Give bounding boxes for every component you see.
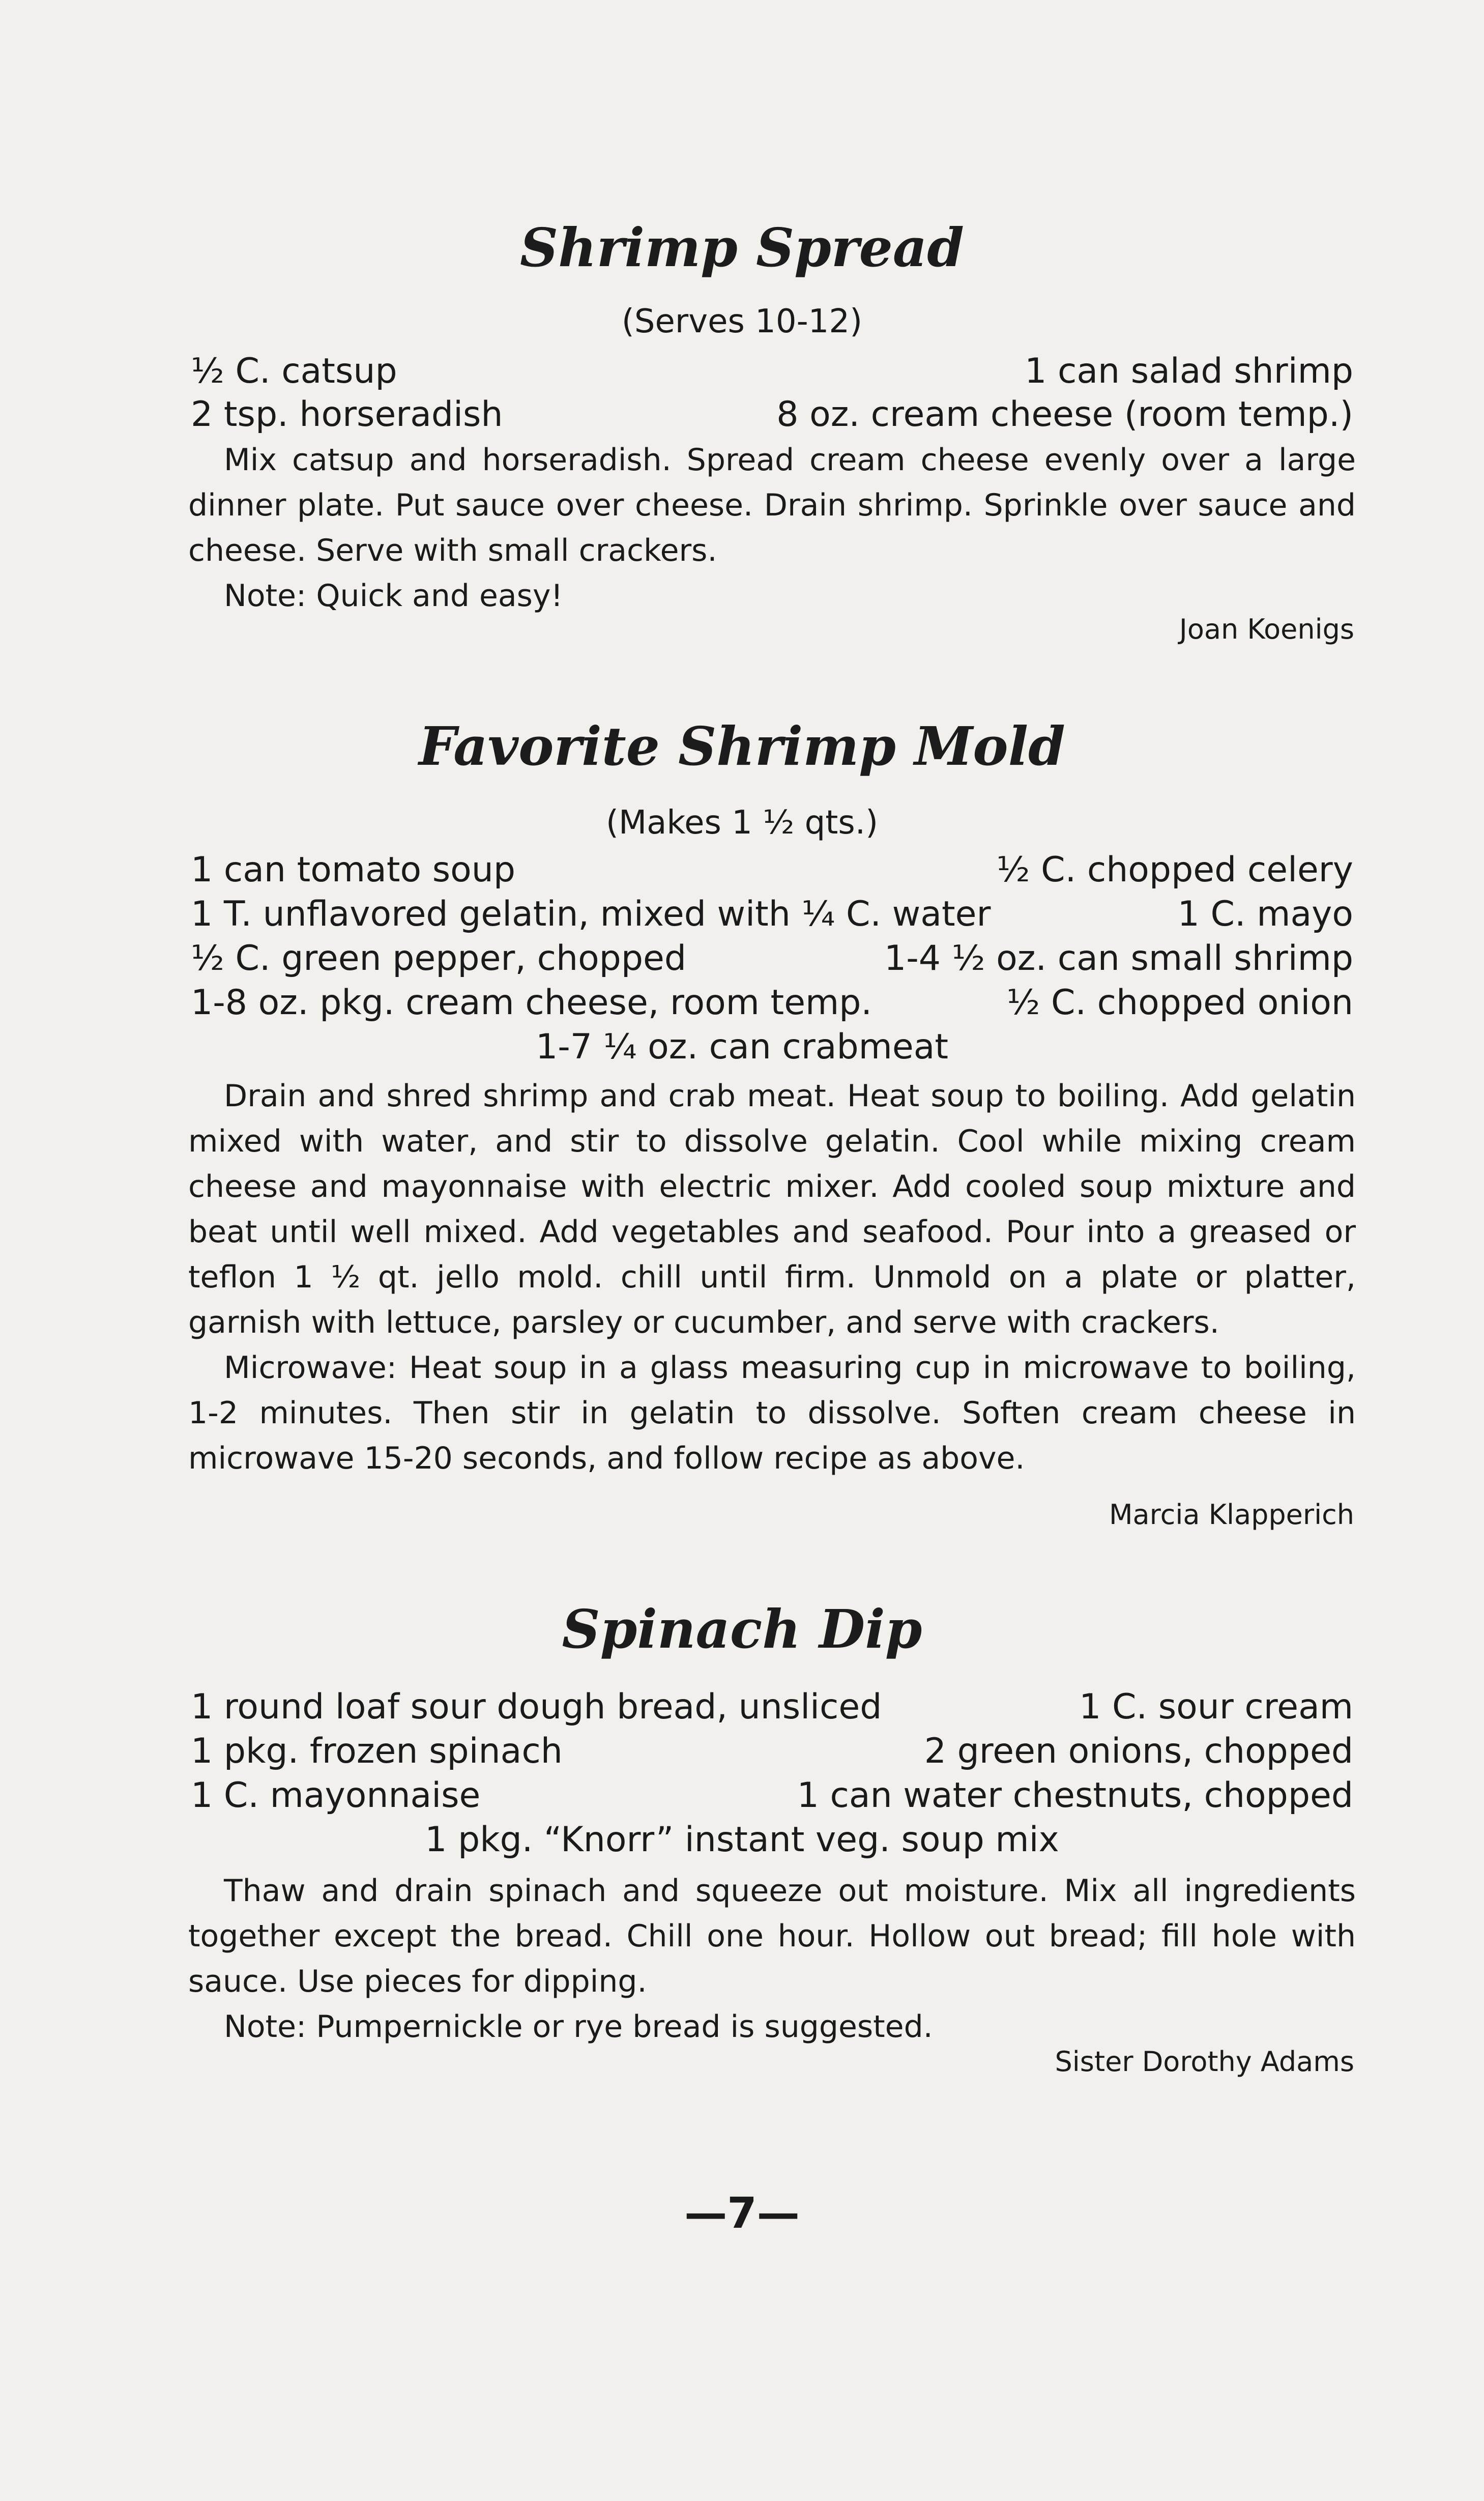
ingredient-left: 1 C. mayonnaise xyxy=(191,1775,481,1816)
recipe-note: Note: Quick and easy! xyxy=(224,578,563,614)
ingredient-row xyxy=(191,1687,1353,1727)
ingredient-right: 1 C. sour cream xyxy=(1079,1687,1353,1727)
recipe-title-shrimp-spread: Shrimp Spread xyxy=(520,216,964,279)
recipe-note: Note: Pumpernickle or rye bread is suggested. xyxy=(224,2009,933,2045)
ingredient-left: 1 pkg. frozen spinach xyxy=(191,1731,563,1771)
ingredient-left: 1 T. unflavored gelatin, mixed with ¼ C. water xyxy=(191,894,991,934)
ingredient-row xyxy=(191,1775,1353,1816)
recipe-credit: Joan Koenigs xyxy=(1179,613,1354,645)
direction-paragraph: Mix catsup and horseradish. Spread cream cheese evenly over a large dinner plate. Put sauce over cheese. Drain shrimp. Sprinkle over sauce and cheese. Serve with small crackers. xyxy=(188,442,1356,568)
recipe-yield: (Serves 10-12) xyxy=(621,303,863,340)
ingredient-left: 2 tsp. horseradish xyxy=(191,394,503,435)
recipe-credit: Sister Dorothy Adams xyxy=(1055,2046,1354,2078)
ingredient-right: ½ C. chopped onion xyxy=(1006,983,1353,1023)
ingredient-row xyxy=(191,351,1353,391)
recipe-title-favorite-shrimp-mold: Favorite Shrimp Mold xyxy=(419,715,1065,778)
ingredient-row xyxy=(191,1731,1353,1771)
recipe-directions xyxy=(188,438,1356,619)
ingredient-center: 1 pkg. “Knorr” instant veg. soup mix xyxy=(425,1820,1059,1860)
ingredient-left: ½ C. catsup xyxy=(191,351,397,391)
ingredient-center: 1-7 ¼ oz. can crabmeat xyxy=(535,1027,949,1067)
recipe-credit: Marcia Klapperich xyxy=(1109,1499,1354,1531)
ingredient-left: 1-8 oz. pkg. cream cheese, room temp. xyxy=(191,983,872,1023)
ingredient-row xyxy=(191,850,1353,890)
ingredient-right: 2 green onions, chopped xyxy=(924,1731,1353,1771)
direction-paragraph: Thaw and drain spinach and squeeze out moisture. Mix all ingredients together except the bread. Chill one hour. Hollow out bread; fill hole with sauce. Use pieces for dipping. xyxy=(188,1873,1356,1999)
recipe-yield: (Makes 1 ½ qts.) xyxy=(605,804,879,842)
recipe-directions xyxy=(188,1074,1356,1481)
direction-paragraph: Microwave: Heat soup in a glass measuring cup in microwave to boiling, 1-2 minutes. Then stir in gelatin to dissolve. Soften cream cheese in microwave 15-20 seconds, and follow recipe as above. xyxy=(188,1350,1356,1476)
direction-paragraph: Drain and shred shrimp and crab meat. Heat soup to boiling. Add gelatin mixed with water, and stir to dissolve gelatin. Cool while mixing cream cheese and mayonnaise with electric mixer. Add cooled soup mixture and beat until well mixed. Add vegetables and seafood. Pour into a greased or teflon 1 ½ qt. jello mold. chill until firm. Unmold on a plate or platter, garnish with lettuce, parsley or cucumber, and serve with crackers. xyxy=(188,1078,1356,1340)
ingredient-row xyxy=(191,394,1353,435)
page-number: —7— xyxy=(684,2188,800,2238)
ingredient-right: 1 C. mayo xyxy=(1177,894,1353,934)
ingredient-right: 8 oz. cream cheese (room temp.) xyxy=(776,394,1353,435)
ingredient-row xyxy=(191,983,1353,1023)
recipe-title-spinach-dip: Spinach Dip xyxy=(562,1598,922,1660)
ingredient-left: 1 round loaf sour dough bread, unsliced xyxy=(191,1687,882,1727)
ingredient-right: 1 can salad shrimp xyxy=(1025,351,1353,391)
ingredient-right: ½ C. chopped celery xyxy=(996,850,1353,890)
recipe-directions xyxy=(188,1868,1356,2050)
ingredient-right: 1 can water chestnuts, chopped xyxy=(797,1775,1353,1816)
ingredient-left: ½ C. green pepper, chopped xyxy=(191,938,687,979)
ingredient-row xyxy=(191,938,1353,979)
ingredient-right: 1-4 ½ oz. can small shrimp xyxy=(884,938,1353,979)
ingredient-row xyxy=(191,894,1353,934)
ingredient-left: 1 can tomato soup xyxy=(191,850,515,890)
